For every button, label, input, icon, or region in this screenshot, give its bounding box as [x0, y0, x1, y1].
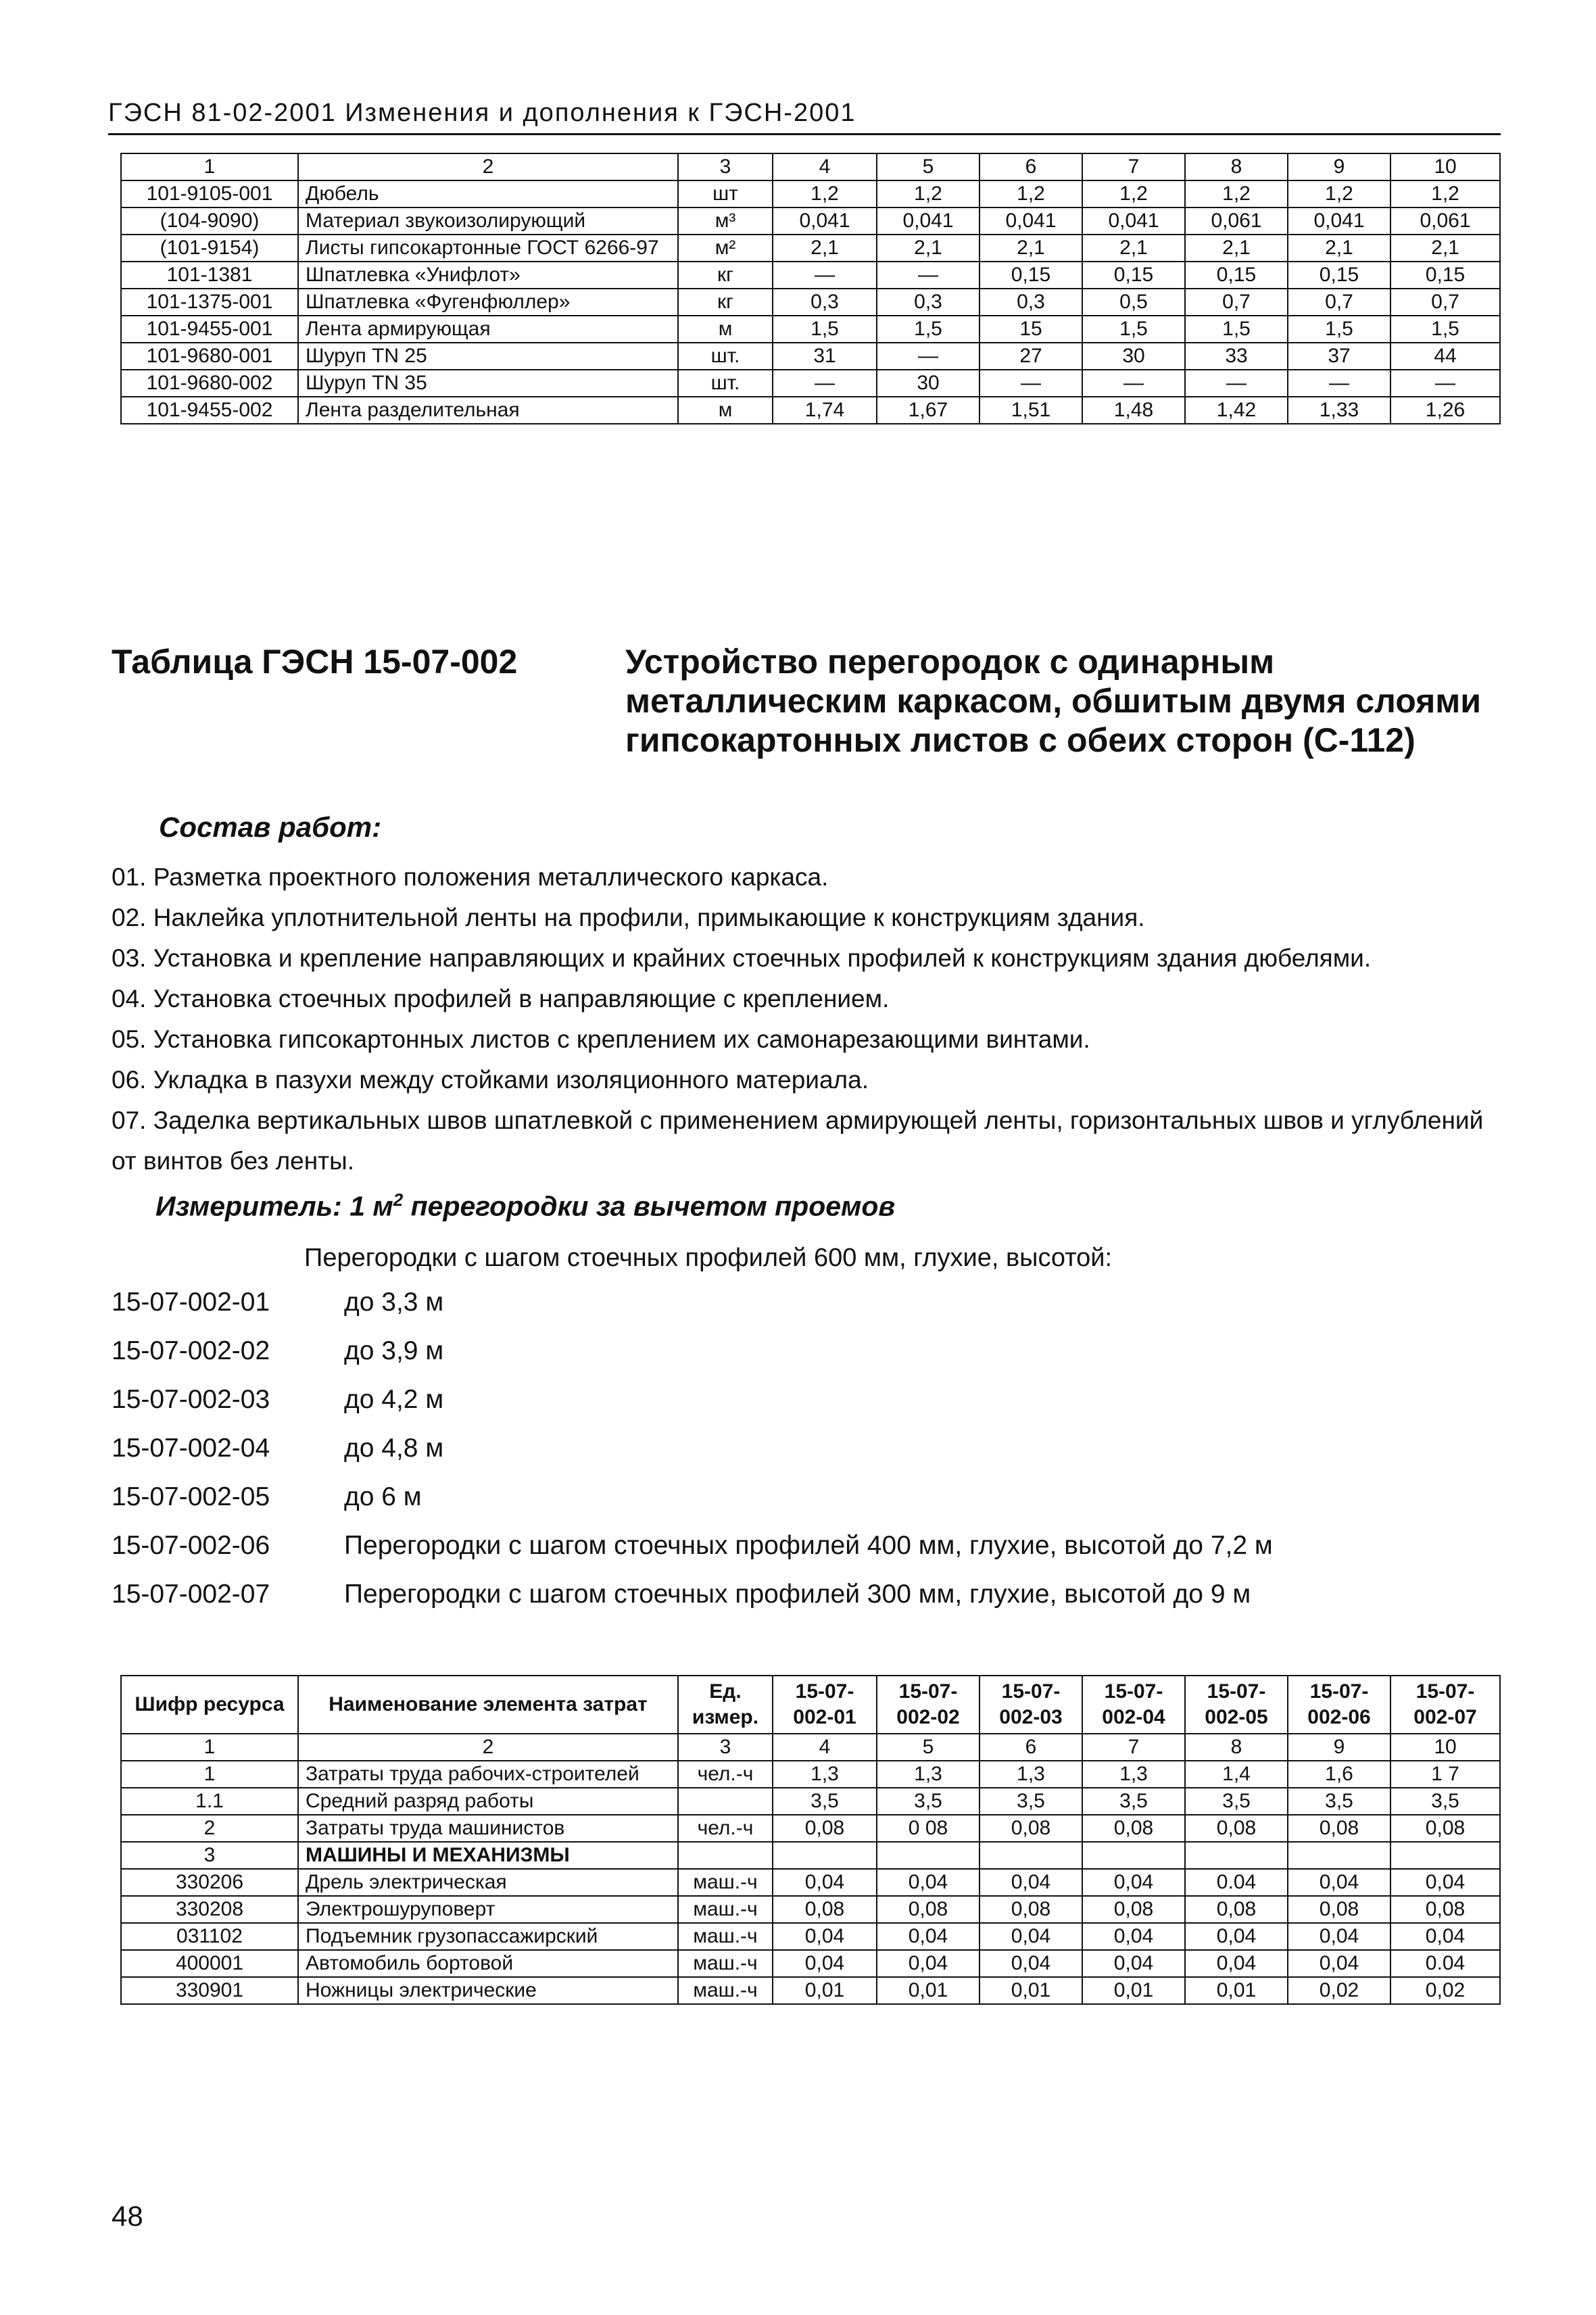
value-cell: 1,51 — [980, 397, 1082, 424]
value-cell: 0,04 — [1082, 1869, 1185, 1896]
value-cell: 1,74 — [773, 397, 877, 424]
value-cell: 0,08 — [1288, 1896, 1391, 1923]
table-row — [121, 208, 1500, 235]
resource-unit: кг — [678, 289, 773, 316]
column-number: 2 — [298, 153, 678, 180]
value-cell: 3,5 — [1082, 1788, 1185, 1815]
value-cell: 1,2 — [980, 180, 1082, 208]
column-number: 6 — [980, 153, 1082, 180]
value-cell: 3,5 — [773, 1788, 877, 1815]
column-header: 15-07-002-07 — [1391, 1676, 1500, 1734]
resource-code: (104-9090) — [121, 208, 298, 235]
column-header: 15-07-002-06 — [1288, 1676, 1391, 1734]
resource-name: Материал звукоизолирующий — [298, 208, 678, 235]
value-cell: 1,2 — [1391, 180, 1500, 208]
column-number: 8 — [1185, 153, 1288, 180]
resource-name: Дюбель — [298, 180, 678, 208]
resource-code: (101-9154) — [121, 235, 298, 262]
value-cell: 0,04 — [1288, 1950, 1391, 1977]
resource-unit: маш.-ч — [678, 1869, 773, 1896]
value-cell: 1,26 — [1391, 397, 1500, 424]
value-cell: — — [1391, 370, 1500, 397]
norm-code: 15-07-002-01 — [112, 1288, 270, 1317]
value-cell: 0,01 — [1082, 1977, 1185, 2004]
measure-sup: 2 — [393, 1190, 404, 1210]
value-cell: — — [877, 262, 980, 289]
column-number: 10 — [1391, 153, 1500, 180]
resource-code: 101-9680-001 — [121, 343, 298, 370]
norm-description: Перегородки с шагом стоечных профилей 400 мм, глухие, высотой до 7,2 м — [344, 1531, 1273, 1560]
work-item: 07. Заделка вертикальных швов шпатлевкой с применением армирующей ленты, горизонтальных швов и углублений от винтов без ленты. — [112, 1106, 1484, 1175]
resource-unit: шт. — [678, 370, 773, 397]
table-row — [121, 289, 1500, 316]
value-cell: 0.04 — [1391, 1950, 1500, 1977]
value-cell: 0,3 — [773, 289, 877, 316]
norm-code: 15-07-002-05 — [112, 1482, 270, 1511]
value-cell: 0,7 — [1391, 289, 1500, 316]
norm-description: до 6 м — [344, 1482, 422, 1511]
table-row — [121, 1923, 1500, 1950]
norm-description: до 4,8 м — [344, 1434, 444, 1463]
norm-code: 15-07-002-02 — [112, 1336, 270, 1365]
work-item: 02. Наклейка уплотнительной ленты на профили, примыкающие к конструкциям здания. — [112, 904, 1145, 931]
value-cell: 1,3 — [877, 1761, 980, 1788]
resources-table — [120, 1675, 1501, 2005]
resource-unit: м — [678, 397, 773, 424]
work-item: 01. Разметка проектного положения металлического каркаса. — [112, 863, 829, 891]
column-number: 3 — [678, 1734, 773, 1761]
value-cell: 0,04 — [1185, 1950, 1288, 1977]
table-label: Таблица ГЭСН 15-07-002 — [112, 643, 518, 681]
column-number: 6 — [980, 1734, 1082, 1761]
value-cell: 0,01 — [877, 1977, 980, 2004]
table-row — [121, 370, 1500, 397]
measure-unit — [155, 1190, 895, 1223]
resource-unit: маш.-ч — [678, 1977, 773, 2004]
value-cell: — — [877, 343, 980, 370]
value-cell: 0,041 — [980, 208, 1082, 235]
value-cell: 0,08 — [1082, 1896, 1185, 1923]
value-cell: 1,6 — [1288, 1761, 1391, 1788]
column-header: Ед. измер. — [678, 1676, 773, 1734]
resource-name: Шпатлевка «Фугенфюллер» — [298, 289, 678, 316]
value-cell: 44 — [1391, 343, 1500, 370]
resource-name: Затраты труда машинистов — [298, 1815, 678, 1842]
resource-code: 1 — [121, 1761, 298, 1788]
value-cell: 1,4 — [1185, 1761, 1288, 1788]
column-number-row — [121, 153, 1500, 180]
value-cell: 0,7 — [1288, 289, 1391, 316]
resource-name: Ножницы электрические — [298, 1977, 678, 2004]
resource-unit: чел.-ч — [678, 1815, 773, 1842]
value-cell: 3,5 — [877, 1788, 980, 1815]
page-number: 48 — [112, 2200, 143, 2232]
composition-heading: Состав работ: — [159, 811, 382, 843]
resource-unit: чел.-ч — [678, 1761, 773, 1788]
value-cell: 1,5 — [773, 316, 877, 343]
value-cell: 0,08 — [1082, 1815, 1185, 1842]
value-cell: 2,1 — [1185, 235, 1288, 262]
norm-code: 15-07-002-07 — [112, 1580, 270, 1609]
value-cell — [773, 1842, 877, 1869]
table-row — [121, 1896, 1500, 1923]
value-cell: 0,041 — [773, 208, 877, 235]
norm-code: 15-07-002-03 — [112, 1385, 270, 1414]
resource-code: 1.1 — [121, 1788, 298, 1815]
norm-row — [112, 1385, 1504, 1434]
resource-unit: шт. — [678, 343, 773, 370]
norm-description: до 3,3 м — [344, 1288, 444, 1317]
resource-unit: маш.-ч — [678, 1896, 773, 1923]
table-row — [121, 1977, 1500, 2004]
column-header: Шифр ресурса — [121, 1676, 298, 1734]
value-cell: 0,04 — [980, 1869, 1082, 1896]
table-row — [121, 1842, 1500, 1869]
norm-code: 15-07-002-06 — [112, 1531, 270, 1560]
value-cell: 0,04 — [877, 1923, 980, 1950]
resource-unit: маш.-ч — [678, 1950, 773, 1977]
column-number: 1 — [121, 153, 298, 180]
value-cell — [1391, 1842, 1500, 1869]
value-cell: 1 7 — [1391, 1761, 1500, 1788]
value-cell: 1,5 — [1288, 316, 1391, 343]
column-number: 7 — [1082, 153, 1185, 180]
value-cell: 0,041 — [1082, 208, 1185, 235]
column-header: Наименование элемента затрат — [298, 1676, 678, 1734]
value-cell: 0,08 — [980, 1815, 1082, 1842]
resource-name: Лента разделительная — [298, 397, 678, 424]
resource-code: 031102 — [121, 1923, 298, 1950]
table-row — [121, 262, 1500, 289]
norm-description: до 4,2 м — [344, 1385, 444, 1414]
value-cell — [980, 1842, 1082, 1869]
resource-name: Автомобиль бортовой — [298, 1950, 678, 1977]
value-cell: 0 08 — [877, 1815, 980, 1842]
column-number: 10 — [1391, 1734, 1500, 1761]
value-cell: 0,02 — [1391, 1977, 1500, 2004]
resource-unit: шт — [678, 180, 773, 208]
value-cell: 15 — [980, 316, 1082, 343]
value-cell: — — [773, 370, 877, 397]
value-cell: 2,1 — [1391, 235, 1500, 262]
value-cell: 0,7 — [1185, 289, 1288, 316]
value-cell — [1288, 1842, 1391, 1869]
column-number: 5 — [877, 1734, 980, 1761]
value-cell: 2,1 — [1082, 235, 1185, 262]
resource-name: Листы гипсокартонные ГОСТ 6266-97 — [298, 235, 678, 262]
value-cell: 0,04 — [1082, 1950, 1185, 1977]
value-cell: 0,15 — [1288, 262, 1391, 289]
resource-name: Средний разряд работы — [298, 1788, 678, 1815]
resource-code: 101-1375-001 — [121, 289, 298, 316]
value-cell: 0,04 — [773, 1923, 877, 1950]
value-cell: 0,04 — [1391, 1869, 1500, 1896]
norm-row — [112, 1482, 1504, 1531]
value-cell: 33 — [1185, 343, 1288, 370]
column-number: 9 — [1288, 153, 1391, 180]
value-cell: 1,2 — [1082, 180, 1185, 208]
resource-name: Шуруп TN 35 — [298, 370, 678, 397]
table-row — [121, 397, 1500, 424]
value-cell: 0.04 — [1185, 1869, 1288, 1896]
column-header: 15-07-002-01 — [773, 1676, 877, 1734]
value-cell: 0,04 — [980, 1950, 1082, 1977]
value-cell — [877, 1842, 980, 1869]
work-item: 03. Установка и крепление направляющих и крайних стоечных профилей к конструкциям здания дюбелями. — [112, 944, 1372, 972]
value-cell: 1,2 — [1288, 180, 1391, 208]
resource-name: МАШИНЫ И МЕХАНИЗМЫ — [298, 1842, 678, 1869]
resource-name: Шпатлевка «Унифлот» — [298, 262, 678, 289]
value-cell: 1,42 — [1185, 397, 1288, 424]
value-cell: 0,04 — [1391, 1923, 1500, 1950]
value-cell: 37 — [1288, 343, 1391, 370]
value-cell — [1082, 1842, 1185, 1869]
table-row — [121, 1788, 1500, 1815]
value-cell: 1,67 — [877, 397, 980, 424]
value-cell: 0,01 — [1185, 1977, 1288, 2004]
value-cell: 27 — [980, 343, 1082, 370]
value-cell: 0,04 — [773, 1869, 877, 1896]
value-cell: 1,3 — [1082, 1761, 1185, 1788]
value-cell: 1,3 — [980, 1761, 1082, 1788]
value-cell: — — [773, 262, 877, 289]
norm-row — [112, 1434, 1504, 1482]
value-cell: 3,5 — [1391, 1788, 1500, 1815]
value-cell: 1,2 — [1185, 180, 1288, 208]
value-cell: 0,01 — [980, 1977, 1082, 2004]
table-row — [121, 1950, 1500, 1977]
value-cell: 3,5 — [1288, 1788, 1391, 1815]
value-cell: 0,04 — [1288, 1923, 1391, 1950]
value-cell: 1,5 — [1082, 316, 1185, 343]
value-cell: 0,08 — [773, 1815, 877, 1842]
column-header: 15-07-002-04 — [1082, 1676, 1185, 1734]
value-cell: 1,5 — [1391, 316, 1500, 343]
value-cell: 0,061 — [1391, 208, 1500, 235]
column-header: 15-07-002-02 — [877, 1676, 980, 1734]
value-cell: 0,04 — [1082, 1923, 1185, 1950]
value-cell: 0,3 — [980, 289, 1082, 316]
column-number: 8 — [1185, 1734, 1288, 1761]
value-cell: 30 — [877, 370, 980, 397]
value-cell: 0,3 — [877, 289, 980, 316]
resource-unit: м³ — [678, 208, 773, 235]
value-cell: 0,08 — [877, 1896, 980, 1923]
resource-unit: м² — [678, 235, 773, 262]
value-cell: 1,48 — [1082, 397, 1185, 424]
value-cell: 0,04 — [773, 1950, 877, 1977]
column-number-row — [121, 1734, 1500, 1761]
value-cell: 3,5 — [1185, 1788, 1288, 1815]
norm-list — [112, 1288, 1504, 1628]
value-cell: 31 — [773, 343, 877, 370]
column-number: 4 — [773, 1734, 877, 1761]
value-cell: — — [1082, 370, 1185, 397]
resource-code: 330206 — [121, 1869, 298, 1896]
value-cell: 0,15 — [1391, 262, 1500, 289]
value-cell: 0,04 — [1185, 1923, 1288, 1950]
header-rule — [108, 133, 1501, 135]
value-cell: 0,08 — [1185, 1896, 1288, 1923]
table-row — [121, 316, 1500, 343]
value-cell: 0,04 — [980, 1923, 1082, 1950]
value-cell: 2,1 — [1288, 235, 1391, 262]
value-cell: 0,08 — [1391, 1896, 1500, 1923]
measure-suffix: перегородки за вычетом проемов — [403, 1190, 896, 1222]
value-cell: 1,5 — [877, 316, 980, 343]
resource-name: Электрошуруповерт — [298, 1896, 678, 1923]
column-number: 4 — [773, 153, 877, 180]
norm-row — [112, 1336, 1504, 1385]
table-row — [121, 235, 1500, 262]
value-cell: 0,08 — [1288, 1815, 1391, 1842]
value-cell: 0,15 — [980, 262, 1082, 289]
value-cell: — — [980, 370, 1082, 397]
header-row — [121, 1676, 1500, 1734]
value-cell: 0,08 — [773, 1896, 877, 1923]
value-cell: 3,5 — [980, 1788, 1082, 1815]
table-row — [121, 180, 1500, 208]
value-cell: 0,041 — [1288, 208, 1391, 235]
column-number: 2 — [298, 1734, 678, 1761]
value-cell: 0,04 — [1288, 1869, 1391, 1896]
work-item: 06. Укладка в пазухи между стойками изоляционного материала. — [112, 1066, 869, 1094]
column-number: 3 — [678, 153, 773, 180]
resource-code: 101-9105-001 — [121, 180, 298, 208]
norm-description: до 3,9 м — [344, 1336, 444, 1365]
resource-code: 101-9455-001 — [121, 316, 298, 343]
table-row — [121, 343, 1500, 370]
resource-unit — [678, 1842, 773, 1869]
resource-code: 101-9680-002 — [121, 370, 298, 397]
resource-unit — [678, 1788, 773, 1815]
resource-name: Лента армирующая — [298, 316, 678, 343]
column-number: 7 — [1082, 1734, 1185, 1761]
resource-code: 400001 — [121, 1950, 298, 1977]
resource-name: Дрель электрическая — [298, 1869, 678, 1896]
value-cell: 1,3 — [773, 1761, 877, 1788]
value-cell: 1,2 — [773, 180, 877, 208]
value-cell: 0,15 — [1185, 262, 1288, 289]
column-number: 9 — [1288, 1734, 1391, 1761]
resource-unit: м — [678, 316, 773, 343]
value-cell: 1,2 — [877, 180, 980, 208]
running-head: ГЭСН 81-02-2001 Изменения и дополнения к ГЭСН-2001 — [108, 99, 856, 127]
value-cell: 0,02 — [1288, 1977, 1391, 2004]
work-list — [112, 857, 1504, 1181]
value-cell: 2,1 — [773, 235, 877, 262]
column-header: 15-07-002-03 — [980, 1676, 1082, 1734]
table-row — [121, 1761, 1500, 1788]
norm-intro: Перегородки с шагом стоечных профилей 600 мм, глухие, высотой: — [304, 1244, 1113, 1272]
table-title: Устройство перегородок с одинарным металлическим каркасом, обшитым двумя слоями гипсокартонных листов с обеих сторон (С-112) — [625, 643, 1482, 759]
norm-row — [112, 1288, 1504, 1336]
column-number: 5 — [877, 153, 980, 180]
value-cell: 0,01 — [773, 1977, 877, 2004]
norm-description: Перегородки с шагом стоечных профилей 300 мм, глухие, высотой до 9 м — [344, 1580, 1251, 1609]
value-cell: 30 — [1082, 343, 1185, 370]
table-row — [121, 1869, 1500, 1896]
value-cell: 0,08 — [980, 1896, 1082, 1923]
resource-name: Подъемник грузопассажирский — [298, 1923, 678, 1950]
work-item: 04. Установка стоечных профилей в направляющие с креплением. — [112, 985, 890, 1013]
value-cell: 0,08 — [1391, 1815, 1500, 1842]
resource-unit: маш.-ч — [678, 1923, 773, 1950]
value-cell: — — [1185, 370, 1288, 397]
resource-code: 3 — [121, 1842, 298, 1869]
resource-code: 330208 — [121, 1896, 298, 1923]
column-number: 1 — [121, 1734, 298, 1761]
value-cell: 0,041 — [877, 208, 980, 235]
value-cell: 1,5 — [1185, 316, 1288, 343]
column-header: 15-07-002-05 — [1185, 1676, 1288, 1734]
value-cell: 0,061 — [1185, 208, 1288, 235]
resource-code: 101-1381 — [121, 262, 298, 289]
value-cell: 1,33 — [1288, 397, 1391, 424]
resource-code: 330901 — [121, 1977, 298, 2004]
resource-code: 101-9455-002 — [121, 397, 298, 424]
resource-code: 2 — [121, 1815, 298, 1842]
value-cell: 0,08 — [1185, 1815, 1288, 1842]
value-cell: 0,04 — [877, 1950, 980, 1977]
value-cell: 0,5 — [1082, 289, 1185, 316]
value-cell — [1185, 1842, 1288, 1869]
table-row — [121, 1815, 1500, 1842]
resource-name: Затраты труда рабочих-строителей — [298, 1761, 678, 1788]
norm-code: 15-07-002-04 — [112, 1434, 270, 1463]
norm-row — [112, 1531, 1504, 1580]
resource-name: Шуруп TN 25 — [298, 343, 678, 370]
value-cell: 2,1 — [877, 235, 980, 262]
resource-unit: кг — [678, 262, 773, 289]
value-cell: 0,15 — [1082, 262, 1185, 289]
value-cell: 2,1 — [980, 235, 1082, 262]
materials-table — [120, 153, 1501, 424]
value-cell: — — [1288, 370, 1391, 397]
value-cell: 0,04 — [877, 1869, 980, 1896]
work-item: 05. Установка гипсокартонных листов с креплением их самонарезающими винтами. — [112, 1025, 1090, 1053]
measure-prefix: Измеритель: 1 м — [155, 1190, 393, 1222]
norm-row — [112, 1580, 1504, 1628]
